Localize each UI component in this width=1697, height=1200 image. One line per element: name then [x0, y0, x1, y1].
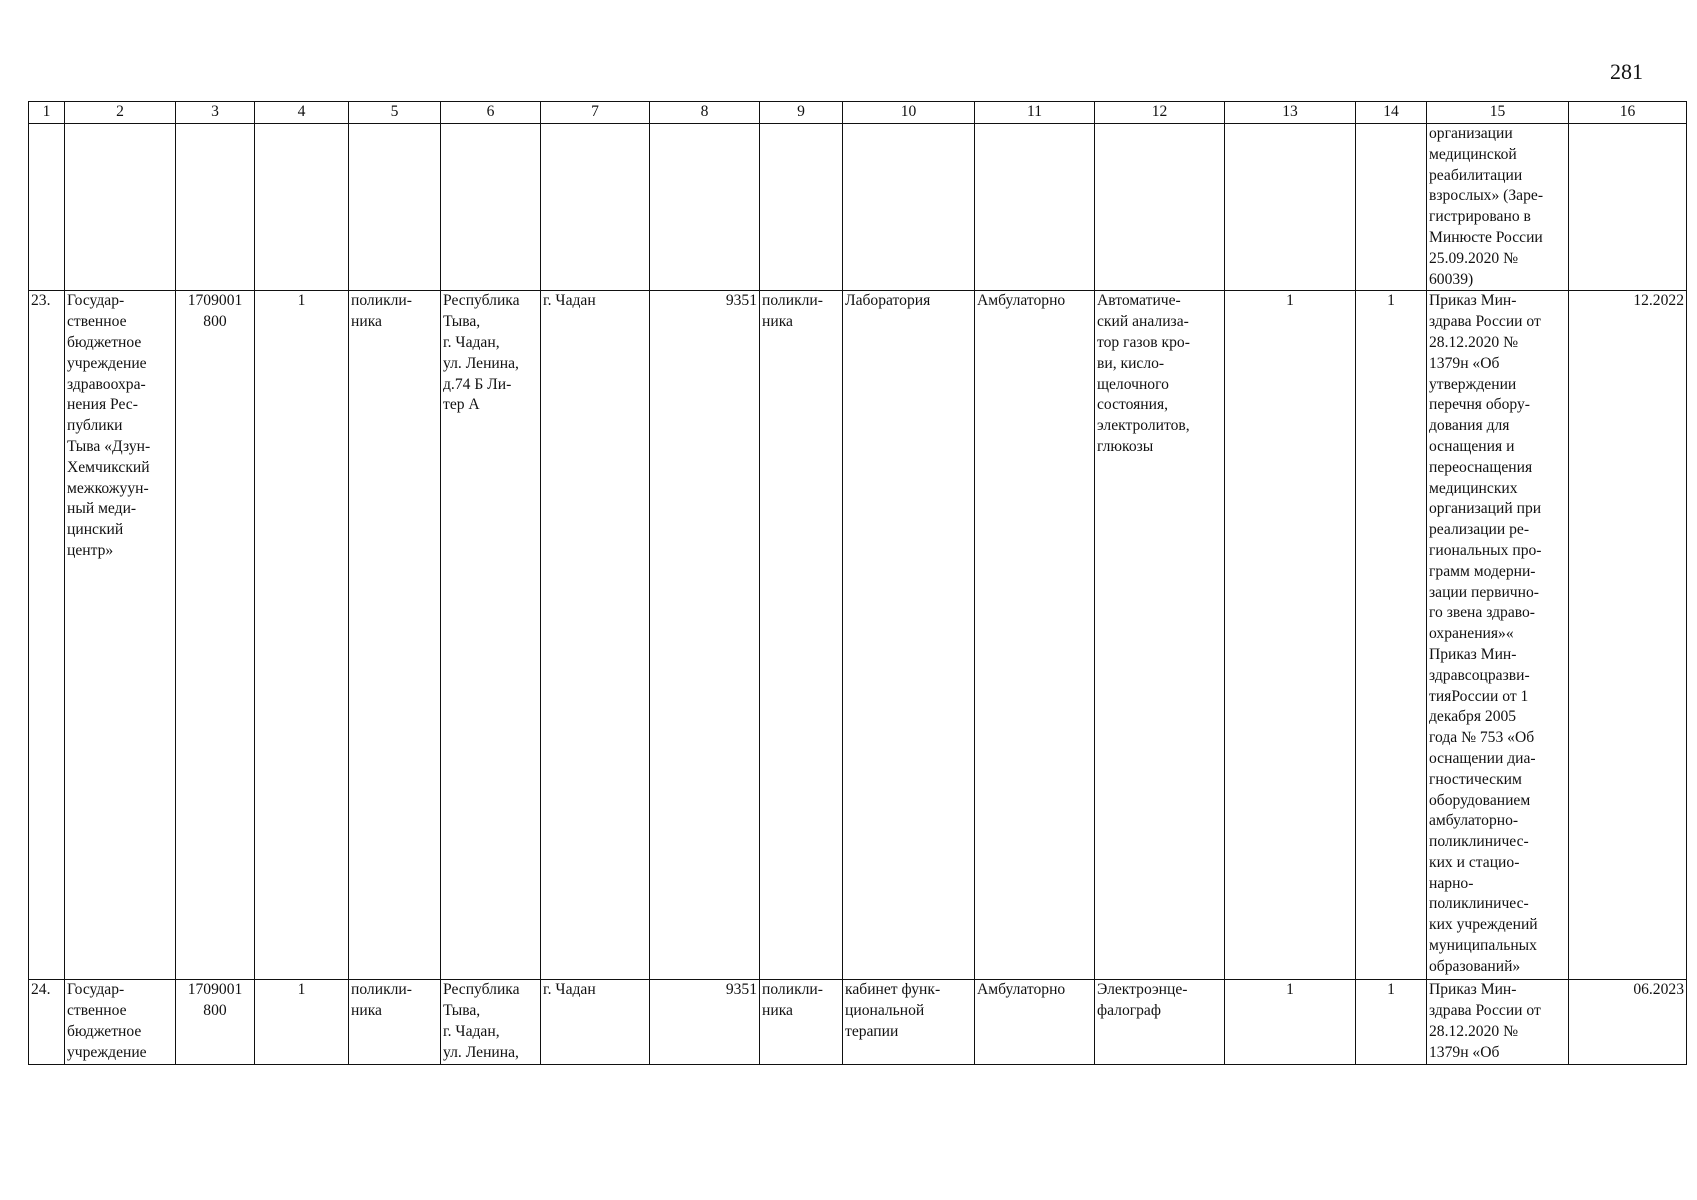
col-header-9: 9	[760, 102, 843, 124]
col13-cell: 1	[1225, 980, 1356, 1064]
col-header-15: 15	[1427, 102, 1569, 124]
city-cell: г. Чадан	[541, 980, 650, 1064]
subdivision-cell: поликли- ника	[760, 980, 843, 1064]
row-number-cell: 24.	[29, 980, 65, 1064]
unit-cell: Лаборатория	[843, 291, 975, 980]
col14-cell: 1	[1356, 980, 1427, 1064]
col-header-6: 6	[441, 102, 541, 124]
equipment-cell: Электроэнце- фалограф	[1095, 980, 1225, 1064]
col-header-5: 5	[349, 102, 441, 124]
code-cell: 1709001 800	[176, 291, 255, 980]
continued-basis-cell: организации медицинской реабилитации взрослых» (Заре- гистрировано в Минюсте России 25.09.2020 № 60039)	[1427, 124, 1569, 291]
col-header-10: 10	[843, 102, 975, 124]
organization-cell: Государ- ственное бюджетное учреждение здравоохра- нения Рес- публики Тыва «Дзун- Хемчикский межкожуун- ный меди- цинский центр»	[65, 291, 176, 980]
col4-cell: 1	[255, 291, 349, 980]
col-header-7: 7	[541, 102, 650, 124]
col-header-4: 4	[255, 102, 349, 124]
col8-cell: 9351	[650, 980, 760, 1064]
address-cell: Республика Тыва, г. Чадан, ул. Ленина,	[441, 980, 541, 1064]
city-cell: г. Чадан	[541, 291, 650, 980]
date-cell: 06.2023	[1569, 980, 1687, 1064]
care-type-cell: Амбулаторно	[975, 291, 1095, 980]
col4-cell: 1	[255, 980, 349, 1064]
col-header-14: 14	[1356, 102, 1427, 124]
care-type-cell: Амбулаторно	[975, 980, 1095, 1064]
col-header-1: 1	[29, 102, 65, 124]
col-header-2: 2	[65, 102, 176, 124]
equipment-table	[28, 101, 1687, 1065]
facility-type-cell: поликли- ника	[349, 980, 441, 1064]
page-number: 281	[1610, 59, 1643, 84]
column-number-row	[29, 102, 1687, 124]
col-header-12: 12	[1095, 102, 1225, 124]
table-row-24	[29, 980, 1687, 1064]
col-header-13: 13	[1225, 102, 1356, 124]
subdivision-cell: поликли- ника	[760, 291, 843, 980]
col-header-16: 16	[1569, 102, 1687, 124]
facility-type-cell: поликли- ника	[349, 291, 441, 980]
col14-cell: 1	[1356, 291, 1427, 980]
table-row-23	[29, 291, 1687, 980]
row-number-cell: 23.	[29, 291, 65, 980]
equipment-cell: Автоматиче- ский анализа- тор газов кро- ви, кисло- щелочного состояния, электролитов, глюкозы	[1095, 291, 1225, 980]
unit-cell: кабинет функ- циональной терапии	[843, 980, 975, 1064]
basis-cell: Приказ Мин- здрава России от 28.12.2020 № 1379н «Об	[1427, 980, 1569, 1064]
col-header-8: 8	[650, 102, 760, 124]
basis-cell: Приказ Мин- здрава России от 28.12.2020 № 1379н «Об утверждении перечня обору- дования для оснащения и переоснащения медицинских организаций при реализации ре- гиональных про- грамм модерни- зации первично- го звена здраво- охранения»« Приказ Мин- здравсоцразви- тияРоссии от 1 декабря 2005 года № 753 «Об оснащении диа- гностическим оборудованием амбулаторно- поликлиничес- ких и стацио- нарно- поликлиничес- ких учреждений муниципальных образований»	[1427, 291, 1569, 980]
col13-cell: 1	[1225, 291, 1356, 980]
code-cell: 1709001 800	[176, 980, 255, 1064]
address-cell: Республика Тыва, г. Чадан, ул. Ленина, д.74 Б Ли- тер А	[441, 291, 541, 980]
continued-row	[29, 124, 1687, 291]
col-header-11: 11	[975, 102, 1095, 124]
date-cell: 12.2022	[1569, 291, 1687, 980]
col8-cell: 9351	[650, 291, 760, 980]
col-header-3: 3	[176, 102, 255, 124]
organization-cell: Государ- ственное бюджетное учреждение	[65, 980, 176, 1064]
